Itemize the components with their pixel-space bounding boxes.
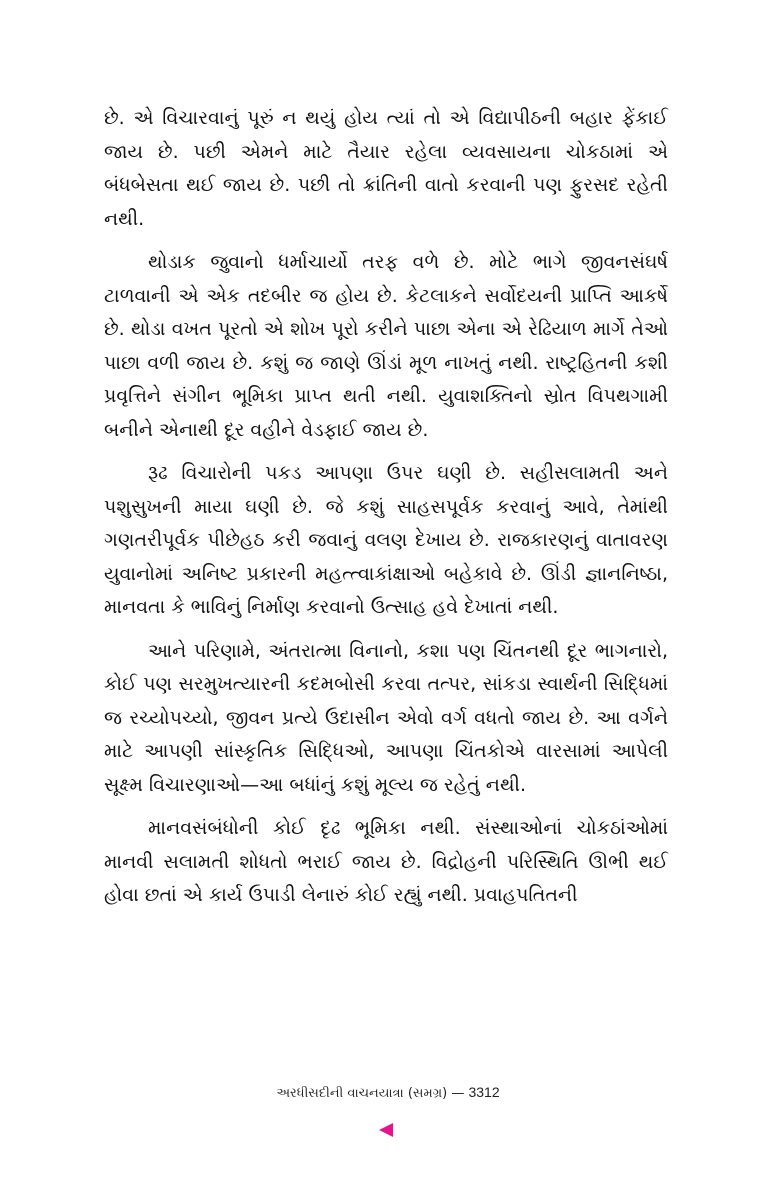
paragraph: થોડાક જુવાનો ધર્માચાર્યો તરફ વળે છે. મોટે ભાગે જીવનસંઘર્ષ ટાળવાની એ એક તદબીર જ હોય છે. કેટલાકને સર્વોદયની પ્રાપ્તિ આકર્ષે છે. થોડા વખત પૂરતો એ શોખ પૂરો કરીને પાછા એના એ રેઢિયાળ માર્ગે તેઓ પાછા વળી જાય છે. કશું જ જાણે ઊંડાં મૂળ નાખતું નથી. રાષ્ટ્રહિતની કશી પ્રવૃત્તિને સંગીન ભૂમિકા પ્રાપ્ત થતી નથી. યુવાશક્તિનો સ્રોત વિપથગામી બનીને એનાથી દૂર વહીને વેડફાઈ જાય છે.: [104, 251, 668, 441]
paragraph: આને પરિણામે, અંતરાત્મા વિનાનો, કશા પણ ચિંતનથી દૂર ભાગનારો, કોઈ પણ સરમુખત્યારની કદમબોસી કરવા તત્પર, સાંકડા સ્વાર્થની સિદ્ધિમાં જ રચ્યોપચ્યો, જીવન પ્રત્યે ઉદાસીન એવો વર્ગ વધતો જાય છે. આ વર્ગને માટે આપણી સાંસ્કૃતિક સિદ્ધિઓ, આપણા ચિંતકોએ વારસામાં આપેલી સૂક્ષ્મ વિચારણાઓ—આ બધાંનું કશું મૂલ્ય જ રહેતું નથી.: [104, 639, 668, 796]
previous-page-arrow-icon[interactable]: [379, 1123, 393, 1137]
page-number: 3312: [468, 1084, 500, 1100]
footer-separator: —: [451, 1086, 465, 1101]
paragraph: રૂઢ વિચારોની પકડ આપણા ઉપર ઘણી છે. સહીસલામતી અને પશુસુખની માયા ઘણી છે. જે કશું સાહસપૂર્વક કરવાનું આવે, તેમાંથી ગણતરીપૂર્વક પીછેહઠ કરી જવાનું વલણ દેખાય છે. રાજકારણનું વાતાવરણ યુવાનોમાં અનિષ્ટ પ્રકારની મહત્ત્વાકાંક્ષાઓ બહેકાવે છે. ઊંડી જ્ઞાનનિષ્ઠા, માનવતા કે ભાવિનું નિર્માણ કરવાનો ઉત્સાહ હવે દેખાતાં નથી.: [104, 462, 668, 618]
paragraph-continuation: છે. એ વિચારવાનું પૂરું ન થયું હોય ત્યાં તો એ વિદ્યાપીઠની બહાર ફેંકાઈ જાય છે. પછી એમને માટે તૈયાર રહેલા વ્યવસાયના ચોકઠામાં એ બંધબેસતા થઈ જાય છે. પછી તો ક્રાંતિની વાતો કરવાની પણ ફુરસદ રહેતી નથી.: [104, 107, 668, 230]
paragraph: માનવસંબંધોની કોઈ દૃઢ ભૂમિકા નથી. સંસ્થાઓનાં ચોકઠાંઓમાં માનવી સલામતી શોધતો ભરાઈ જાય છે. વિદ્રોહની પરિસ્થિતિ ઊભી થઈ હોવા છતાં એ કાર્ય ઉપાડી લેનારું કોઈ રહ્યું નથી. પ્રવાહપતિતની: [104, 817, 668, 906]
page-footer: [0, 1083, 776, 1103]
book-title: અરધીસદીની વાચનયાત્રા (સમગ્ર): [276, 1086, 448, 1101]
body-text: [104, 102, 668, 923]
